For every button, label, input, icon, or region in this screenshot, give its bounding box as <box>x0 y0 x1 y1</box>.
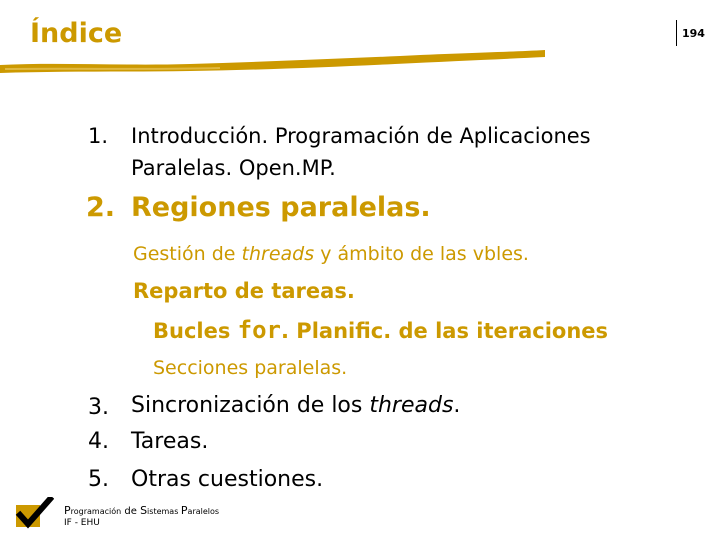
subitem-gestion-threads: Gestión de threads y ámbito de las vbles. <box>133 243 529 265</box>
footer-course-name: Programación de Sistemas Paralelos <box>64 504 220 517</box>
item-5-number: 5. <box>88 467 109 492</box>
subsubitem-secciones: Secciones paralelas. <box>153 357 348 379</box>
footer-organization: IF - EHU <box>64 518 100 528</box>
page-number-separator <box>676 20 677 46</box>
item-4-label: Tareas. <box>131 429 209 454</box>
item-2-number: 2. <box>86 192 116 223</box>
checkmark-box-icon <box>14 497 54 531</box>
item-1-line1: Introducción. Programación de Aplicaciones <box>131 124 591 148</box>
item-3-number: 3. <box>88 395 109 420</box>
subsubitem-bucles-for: Bucles for. Planific. de las iteraciones <box>153 316 609 344</box>
item-3-label: Sincronización de los threads. <box>131 393 461 418</box>
item-1-line2: Paralelas. Open.MP. <box>131 156 336 180</box>
item-2-label: Regiones paralelas. <box>131 192 431 223</box>
item-4-number: 4. <box>88 429 109 454</box>
item-5-label: Otras cuestiones. <box>131 467 324 492</box>
brush-stroke-divider <box>0 45 545 75</box>
page-number: 194 <box>682 27 705 40</box>
subitem-reparto-tareas: Reparto de tareas. <box>133 279 355 303</box>
item-1-number: 1. <box>88 124 109 148</box>
page-title: Índice <box>30 18 123 49</box>
